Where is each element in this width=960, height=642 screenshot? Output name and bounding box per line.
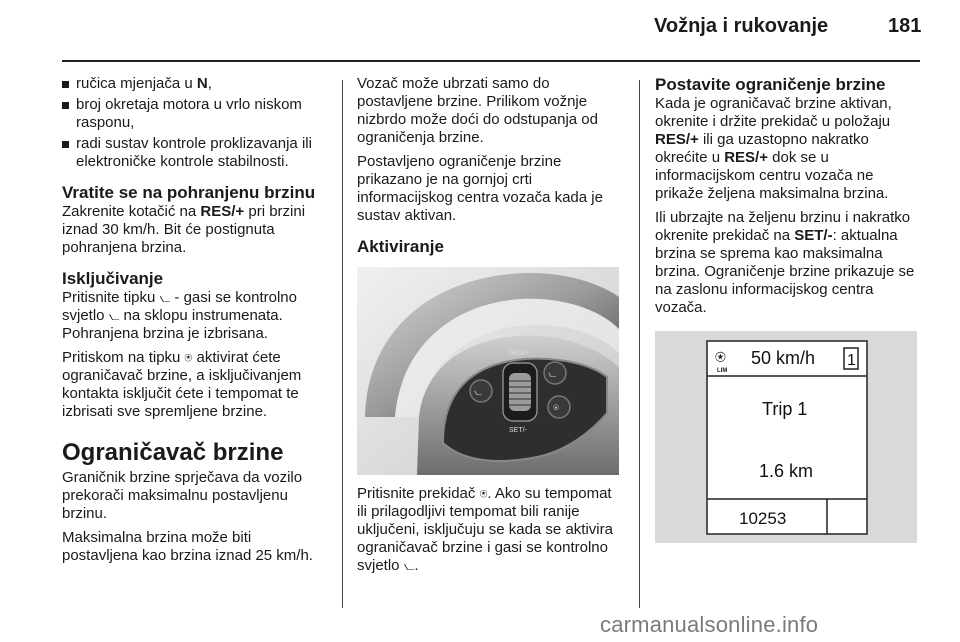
set-minus-label: SET/- (509, 427, 527, 434)
paragraph: Pritiskom na tipku ⍟ aktivirat ćete ograničavač brzine, a isključivanjem kontakta isključit ćete i tempomat te izbrisati sve spremljene brzine. (62, 349, 302, 420)
svg-text:⍟: ⍟ (553, 403, 559, 414)
heading-resume: Vratite se na pohranjenu brzinu (62, 183, 316, 202)
condition-list (62, 75, 328, 171)
driver-info-display (655, 331, 917, 543)
speed-limiter-icon: ⍟ (184, 350, 193, 365)
list-item: broj okretaja motora u vrlo niskom rasponu, (62, 96, 328, 132)
paragraph: Pritisnite prekidač ⍟. Ako su tempomat ili prilagodljivi tempomat bili ranije uključeni, isključuju se kada se aktivira ograničavač brzine i gasi se kontrolno svjetlo ⦦. (357, 485, 613, 574)
steering-wheel-illustration (357, 267, 619, 475)
paragraph: Vozač može ubrzati samo do postavljene brzine. Prilikom vožnje nizbrdo može doći do odstupanja od ograničenja brzine. (357, 75, 598, 146)
column-divider-1 (342, 80, 343, 608)
paragraph: Maksimalna brzina može biti postavljena kao brzina iznad 25 km/h. (62, 529, 313, 564)
cruise-control-icon: ⦦ (403, 558, 415, 573)
cruise-control-icon: ⦦ (108, 308, 120, 323)
paragraph: Graničnik brzine sprječava da vozilo prekorači maksimalnu postavljenu brzinu. (62, 469, 303, 522)
page-header (0, 0, 960, 60)
paragraph: Kada je ograničavač brzine aktivan, okrenite i držite prekidač u položaju RES/+ ili ga uzastopno nakratko okrećite u RES/+ dok se u informacijskom centru vozača ne prikaže željena maksimalna brzina. (655, 95, 892, 202)
paragraph: Ili ubrzajte na željenu brzinu i nakratko okrenite prekidač na SET/-: aktualna brzina se sprema kao maksimalna brzina. Ograničenje brzine prikazuje se na zaslonu informacijskog centra vozača. (655, 209, 915, 316)
column-2 (357, 75, 625, 581)
heading-set-limit: Postavite ograničenje brzine (655, 75, 886, 94)
section-title: Vožnja i rukovanje (654, 15, 829, 37)
heading-off: Isključivanje (62, 269, 164, 288)
trip-label: Trip 1 (762, 399, 808, 419)
paragraph: Postavljeno ograničenje brzine prikazano je na gornjoj crti informacijskog centra vozača kada je sustav aktivan. (357, 153, 603, 224)
trip-distance: 1.6 km (759, 461, 814, 481)
column-divider-2 (639, 80, 640, 608)
lim-label: LIM (717, 368, 728, 374)
watermark: carmanualsonline.info (600, 612, 819, 637)
cruise-off-icon: ⦦ (159, 290, 171, 305)
odometer: 10253 (739, 509, 787, 528)
column-3 (655, 75, 925, 543)
column-1 (62, 75, 328, 571)
display-illustration (655, 331, 917, 543)
paragraph: Zakrenite kotačić na RES/+ pri brzini iznad 30 km/h. Bit će postignuta pohranjena brzina. (62, 203, 306, 256)
page-number: 181 (888, 15, 922, 37)
heading-limiter: Ograničavač brzine (62, 439, 284, 466)
gear-indicator: 1 (847, 352, 856, 369)
speed-limiter-icon: ⍟ (479, 486, 488, 501)
res-plus-label: RES/+ (509, 350, 530, 357)
list-item: radi sustav kontrole proklizavanja ili elektroničke kontrole stabilnosti. (62, 135, 328, 171)
paragraph: Pritisnite tipku ⦦ - gasi se kontrolno svjetlo ⦦ na sklopu instrumenata. Pohranjena brzina je izbrisana. (62, 289, 297, 342)
svg-text:⦦: ⦦ (474, 387, 483, 398)
steering-wheel-image (357, 267, 619, 475)
heading-activation: Aktiviranje (357, 237, 444, 256)
speed-limiter-icon: ⍟ (715, 347, 726, 368)
header-divider (62, 60, 920, 62)
list-item: ručica mjenjača u N, (62, 75, 328, 93)
limit-speed: 50 km/h (751, 348, 816, 368)
svg-text:⦦: ⦦ (548, 369, 557, 380)
